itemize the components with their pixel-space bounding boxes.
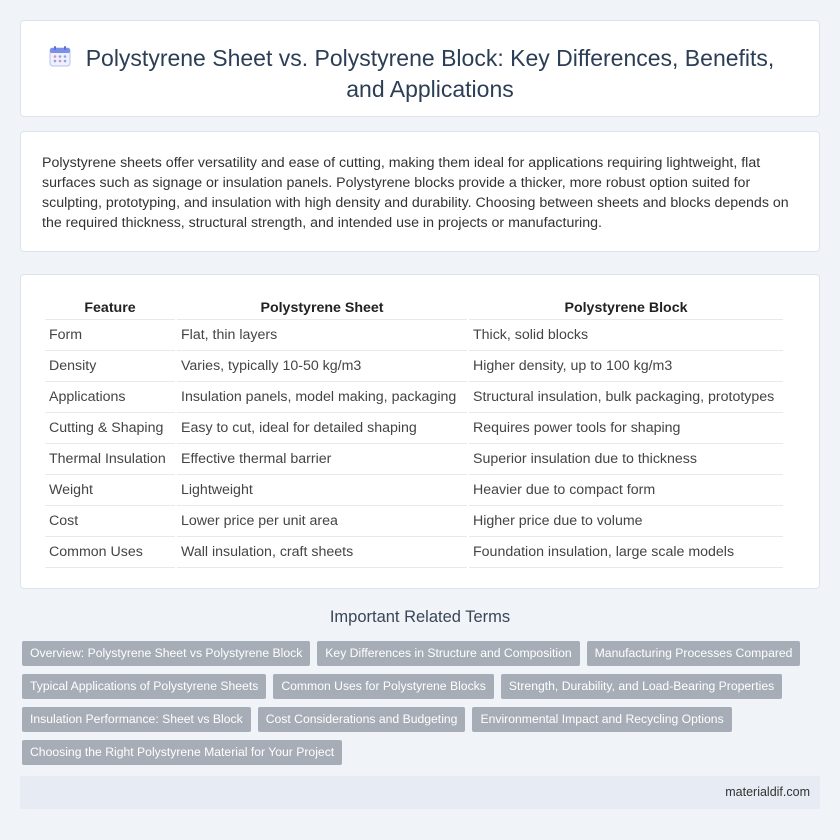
block-cell: Structural insulation, bulk packaging, prototypes — [469, 382, 783, 413]
feature-cell: Density — [45, 351, 175, 382]
block-cell: Requires power tools for shaping — [469, 413, 783, 444]
feature-cell: Form — [45, 320, 175, 351]
feature-cell: Cost — [45, 506, 175, 537]
sheet-cell: Easy to cut, ideal for detailed shaping — [177, 413, 467, 444]
comparison-table — [43, 296, 785, 568]
block-cell: Thick, solid blocks — [469, 320, 783, 351]
related-terms-list — [22, 641, 812, 765]
related-term-tag[interactable]: Overview: Polystyrene Sheet vs Polystyrene Block — [22, 641, 310, 666]
feature-cell: Common Uses — [45, 537, 175, 568]
feature-cell: Applications — [45, 382, 175, 413]
feature-cell: Cutting & Shaping — [45, 413, 175, 444]
table-header-row — [45, 296, 783, 320]
intro-card — [20, 131, 820, 252]
header-feature: Feature — [45, 296, 175, 320]
related-term-tag[interactable]: Choosing the Right Polystyrene Material for Your Project — [22, 740, 342, 765]
related-term-tag[interactable]: Insulation Performance: Sheet vs Block — [22, 707, 251, 732]
related-term-tag[interactable]: Environmental Impact and Recycling Options — [472, 707, 731, 732]
feature-cell: Thermal Insulation — [45, 444, 175, 475]
related-term-tag[interactable]: Manufacturing Processes Compared — [587, 641, 801, 666]
block-cell: Higher density, up to 100 kg/m3 — [469, 351, 783, 382]
comparison-card — [20, 274, 820, 589]
page-title: Polystyrene Sheet vs. Polystyrene Block: Key Differences, Benefits, and Applications — [85, 45, 775, 102]
sheet-cell: Wall insulation, craft sheets — [177, 537, 467, 568]
footer-site-link[interactable]: materialdif.com — [725, 785, 810, 799]
table-row — [45, 351, 783, 382]
related-terms-title: Important Related Terms — [329, 608, 511, 626]
table-row — [45, 382, 783, 413]
sheet-cell: Effective thermal barrier — [177, 444, 467, 475]
related-term-tag[interactable]: Typical Applications of Polystyrene Sheets — [22, 674, 266, 699]
title-card — [20, 20, 820, 117]
feature-cell: Weight — [45, 475, 175, 506]
related-term-tag[interactable]: Cost Considerations and Budgeting — [258, 707, 466, 732]
related-term-tag[interactable]: Common Uses for Polystyrene Blocks — [273, 674, 494, 699]
block-cell: Higher price due to volume — [469, 506, 783, 537]
header-sheet: Polystyrene Sheet — [177, 296, 467, 320]
table-row — [45, 475, 783, 506]
header-block: Polystyrene Block — [469, 296, 783, 320]
intro-paragraph: Polystyrene sheets offer versatility and ease of cutting, making them ideal for applications requiring lightweight, flat surfaces such as signage or insulation panels. Polystyrene blocks provide a thicker, more robust option suited for sculpting, prototyping, and insulation with high density and durability. Choosing between sheets and blocks depends on the required thickness, structural strength, and intended use in projects or manufacturing. — [42, 155, 789, 231]
sheet-cell: Lightweight — [177, 475, 467, 506]
sheet-cell: Insulation panels, model making, packaging — [177, 382, 467, 413]
related-term-tag[interactable]: Strength, Durability, and Load-Bearing Properties — [501, 674, 782, 699]
table-row — [45, 537, 783, 568]
table-row — [45, 413, 783, 444]
sheet-cell: Varies, typically 10-50 kg/m3 — [177, 351, 467, 382]
block-cell: Superior insulation due to thickness — [469, 444, 783, 475]
block-cell: Heavier due to compact form — [469, 475, 783, 506]
footer — [20, 776, 820, 809]
sheet-cell: Lower price per unit area — [177, 506, 467, 537]
table-row — [45, 320, 783, 351]
table-row — [45, 506, 783, 537]
table-row — [45, 444, 783, 475]
sheet-cell: Flat, thin layers — [177, 320, 467, 351]
block-cell: Foundation insulation, large scale models — [469, 537, 783, 568]
related-term-tag[interactable]: Key Differences in Structure and Composition — [317, 641, 579, 666]
